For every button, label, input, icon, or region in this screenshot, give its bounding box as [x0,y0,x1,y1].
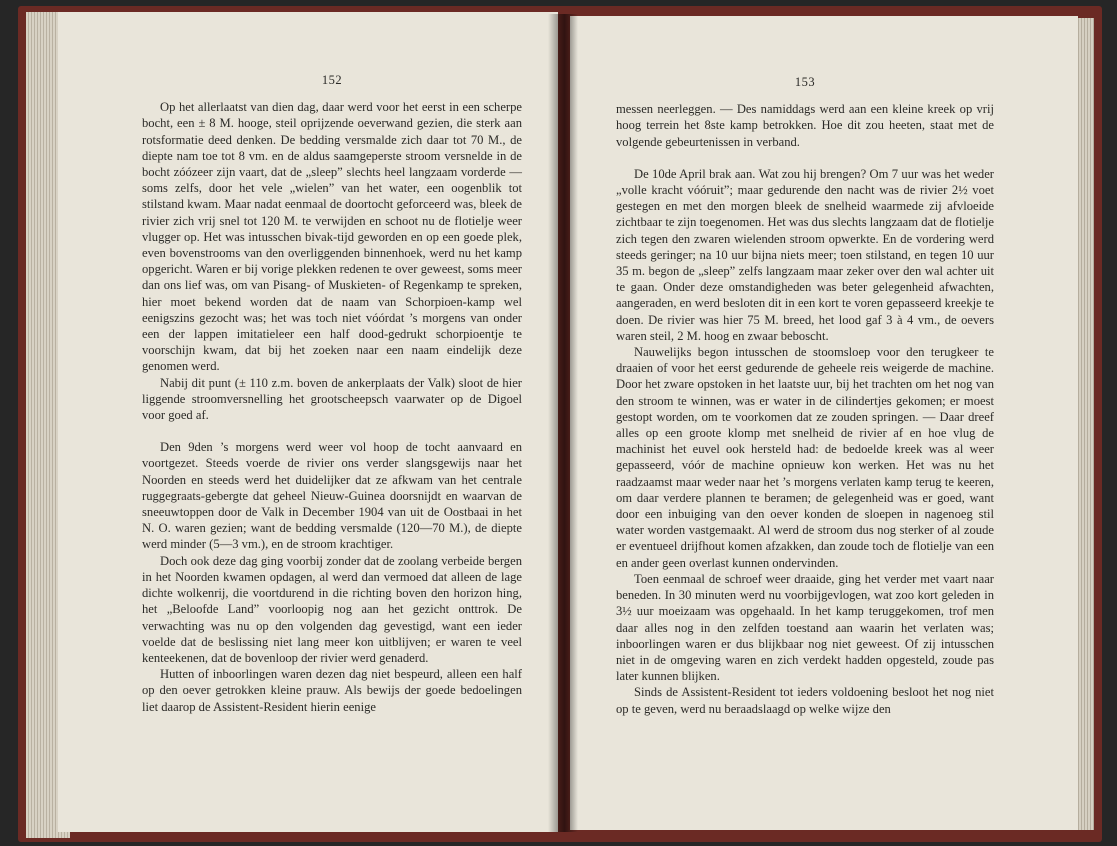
paragraph: Nabij dit punt (± 110 z.m. boven de ankerplaats der Valk) sloot de hier liggende stroomversnelling het grootscheepsch vaarwater op de Digoel voor goed af. [142,375,522,423]
paragraph: Doch ook deze dag ging voorbij zonder dat de zoolang verbeide bergen in het Noorden kwamen opdagen, al werd dan vermoed dat alleen de lage dichte wolkenrij, die voortdurend in die richting boven den horizon hing, het „Beloofde Land” voorloopig nog aan het gezicht onttrok. De verwachting was nu op den volgenden dag gevestigd, want een ieder voelde dat de beslissing niet lang meer kon uitblijven; er waren te veel kenteekenen, dat de bovenloop der rivier werd genaderd. [142,553,522,665]
paragraph: Hutten of inboorlingen waren dezen dag niet bespeurd, alleen een half op den oever getrokken kleine prauw. Als bewijs der goede bedoelingen liet daarop de Assistent-Resident hierin eenige [142,667,522,714]
right-page [570,16,1078,830]
book-gutter [548,14,578,832]
paragraph: Nauwelijks begon intusschen de stoomsloep voor den terugkeer te draaien of voor het eerst gedurende de geheele reis weigerde de machine. Door het zware opstoken in het laatste uur, bij het trachten om het nog van den stroom te winnen, was er water in de cilindertjes gekomen; er moest gestopt worden, om te voorkomen dat ze zouden springen. — Daar dreef alles op een groote klomp met snelheid de rivier af en hoe vlug de machinist het euvel ook hersteld had: de bedoelde kreek was al weer gepasseerd, vóór de machine opnieuw kon werken. Het was nu het raadzaamst maar weder naar het ’s morgens verlaten kamp terug te keeren, om daar verdere plannen te beramen; de gelegenheid was er goed, want door een inbuiging van den oever konden de sloepen in nagenoeg stil water worden vastgemaakt. Al werd de stroom dus nog sterker of al zoude er eventueel drijfhout komen afzakken, dan zoude toch de flotielje van een en ander geen overlast kunnen ondervinden. [616,345,994,570]
left-page [58,12,558,832]
page-number: 152 [321,73,343,87]
paragraph: De 10de April brak aan. Wat zou hij brengen? Om 7 uur was het weder „volle kracht vóóruit”; maar gedurende den nacht was de rivier 2½ voet gestegen en met den morgen bleek de snelheid waarmede zij afvloeide zichtbaar te zijn toegenomen. Het was dus slechts langzaam dat de flotielje zich tegen den zwaren wielenden stroom opwerkte. En de vordering werd steeds geringer; na 10 uur bijna niets meer; toen stilstand, en tegen 10 uur 35 m. begon de „sleep” zelfs langzaam maar zeker over den wal achter uit te gaan. Onder deze omstandigheden was beter gelegenheid afwachten, aangeraden, en werd besloten dit in een kort te voren gepasseerd kreekje te doen. De rivier was hier 75 M. breed, het lood gaf 3 à 4 vm., de oevers waren steil, 2 M. hoog en zwaar bebosсht. [616,166,994,343]
page-number: 153 [794,75,816,89]
paragraph: Toen eenmaal de schroef weer draaide, ging het verder met vaart naar beneden. In 30 minuten werd nu voorbijgevlogen, wat zoo kort geleden in 3½ uur moeizaam was opgehaald. In het kamp teruggekomen, trof men daar alles nog in den zelfden toestand aan waarin het verlaten was; inboorlingen waren er dus blijkbaar nog niet geweest. Of zij intusschen niet in de omgeving waren en zich verdekt hadden opgesteld, zoude pas later kunnen blijken. [616,571,994,684]
paragraph: messen neerleggen. — Des namiddags werd aan een kleine kreek op vrij hoog terrein het 8ste kamp betrokken. Hoe dit zou heeten, staat met de volgende gebeurtenissen in verband. [616,102,994,149]
paragraph: Sinds de Assistent-Resident tot ieders voldoening besloot het nog niet op te geven, werd nu beraadslaagd op welke wijze den [616,685,994,716]
paragraph: Den 9den ’s morgens werd weer vol hoop de tocht aanvaard en voortgezet. Steeds voerde de rivier ons verder slangsgewijs naar het Noorden en steeds werd het duidelijker dat ze afkwam van het centrale ruggegraats-gebergte dat geheel Nieuw-Guinea doorsnijdt en waarvan de sneeuwtoppen door de Valk in December 1904 van uit de Oostbaai in het N. O. waren gezien; want de bedding versmalde (120—70 M.), de diepte werd minder (5—3 vm.), en de stroom krachtiger. [142,440,522,552]
paragraph: Op het allerlaatst van dien dag, daar werd voor het eerst in een scherpe bocht, een ± 8 M. hooge, steil oprijzende oeverwand gezien, die sterk aan rotsformatie deed denken. De bedding versmalde zich daar tot 70 M., de diepte nam toe tot 8 vm. en de aldus saamgeperste stroom versnelde in de bocht zóózeer zijn vaart, dat de „sleep” slechts heel langzaam vorderde — soms zelfs, door het vele „wielen” van het water, een oogenblik tot stilstand kwam. Maar nadat eenmaal de doortocht geforceerd was, bleek de rivier zich vrij snel tot 120 M. te verwijden en schoot nu de flotielje weer vlugger op. Het was intusschen bivak-tijd geworden en op een goede plek, even bovenstrooms van den overliggenden binnenhoek, werd nu het kamp opgericht. Waren er bij vorige plekken redenen te over geweest, soms meer dan ons lief was, om van Pisang- of Muskieten- of Regenkamp te spreken, hier moet bekend worden dat de naam van Schorpioen-kamp wel eenigszins gezocht was; het was toch niet vóórdat ’s morgens van onder een der lappen imitatieleer een half dood-gedrukt schorpioentje te voorschijn kwam, dat bij het zoeken naar een naam eindelijk deze genomen werd. [142,100,522,374]
